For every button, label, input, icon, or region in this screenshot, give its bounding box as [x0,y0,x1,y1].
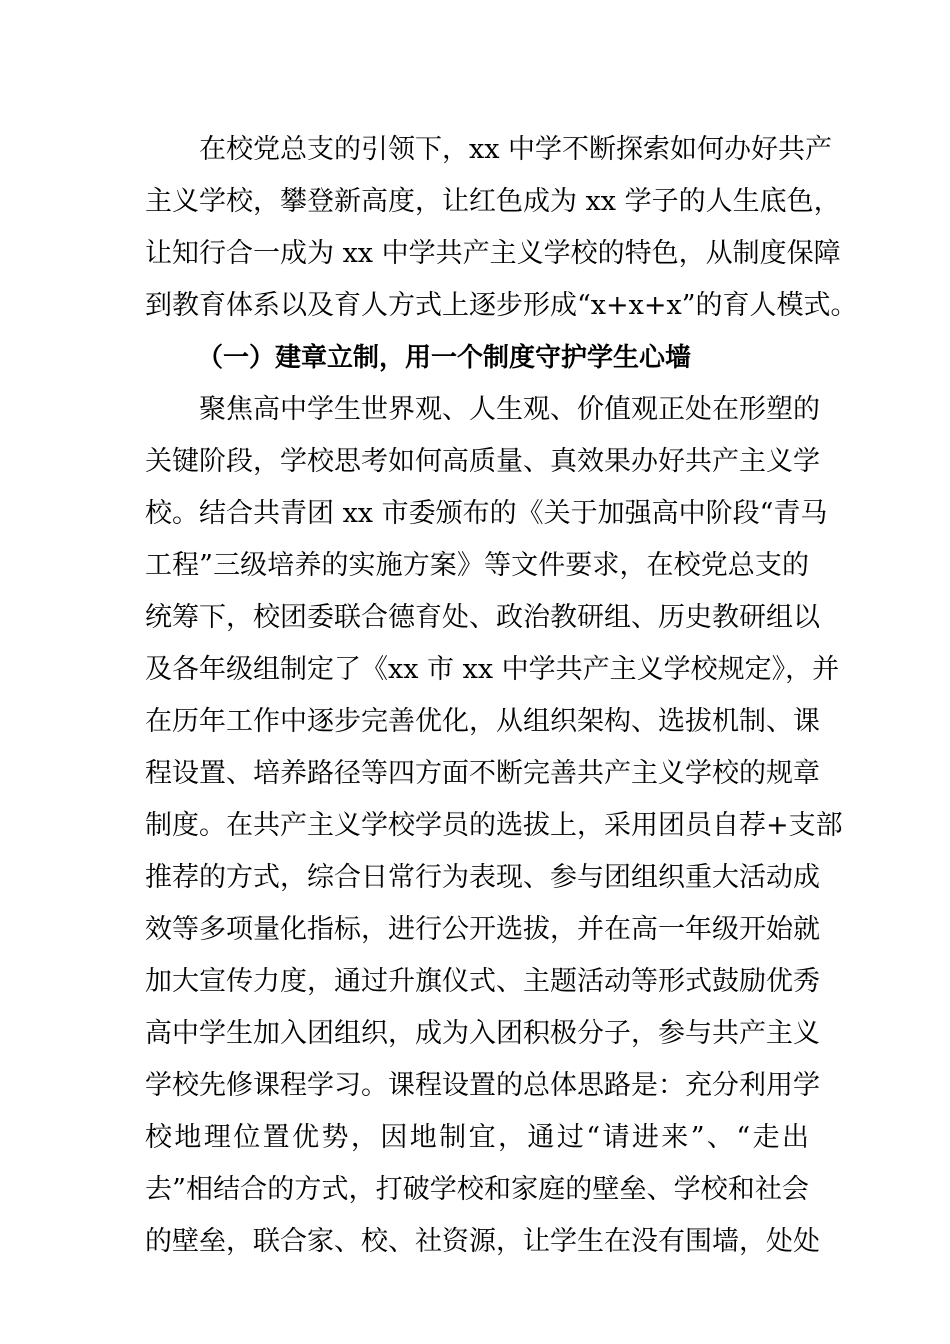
paragraph-line: 高中学生加入团组织，成为入团积极分子，参与共产主义 [145,1018,820,1049]
paragraph-line: 学校先修课程学习。课程设置的总体思路是：充分利用学 [145,1070,820,1101]
section-heading: （一）建章立制，用一个制度守护学生心墙 [197,343,692,373]
paragraph-line: 制度。在共产主义学校学员的选拔上，采用团员自荐+支部 [145,810,843,841]
paragraph-line: 及各年级组制定了《xx 市 xx 中学共产主义学校规定》，并 [145,654,840,685]
paragraph-line: 聚焦高中学生世界观、人生观、价值观正处在形塑的 [199,394,820,425]
paragraph-line: 的壁垒，联合家、校、社资源，让学生在没有围墙，处处 [145,1226,820,1257]
paragraph-line: 效等多项量化指标，进行公开选拔，并在高一年级开始就 [145,914,820,945]
paragraph-line: 让知行合一成为 xx 中学共产主义学校的特色，从制度保障 [145,238,841,269]
paragraph-line: 关键阶段，学校思考如何高质量、真效果办好共产主义学 [145,446,820,477]
paragraph-line: 到教育体系以及育人方式上逐步形成“x+x+x”的育人模式。 [145,290,858,321]
paragraph-line: 在历年工作中逐步完善优化，从组织架构、选拔机制、课 [145,706,820,737]
paragraph-line: 统筹下，校团委联合德育处、政治教研组、历史教研组以 [145,602,820,633]
paragraph-line: 程设置、培养路径等四方面不断完善共产主义学校的规章 [145,758,820,789]
paragraph-line: 推荐的方式，综合日常行为表现、参与团组织重大活动成 [145,862,820,893]
paragraph-line: 校。结合共青团 xx 市委颁布的《关于加强高中阶段“青马 [145,498,828,529]
paragraph-line: 去”相结合的方式，打破学校和家庭的壁垒、学校和社会 [145,1174,809,1205]
paragraph-line: 校地理位置优势，因地制宜，通过“请进来”、“走出 [145,1122,809,1153]
paragraph-line: 加大宣传力度，通过升旗仪式、主题活动等形式鼓励优秀 [145,966,820,997]
paragraph-line: 主义学校，攀登新高度，让红色成为 xx 学子的人生底色， [145,186,841,217]
paragraph-line: 在校党总支的引领下，xx 中学不断探索如何办好共产 [199,134,833,165]
paragraph-line: 工程”三级培养的实施方案》等文件要求，在校党总支的 [145,550,809,581]
